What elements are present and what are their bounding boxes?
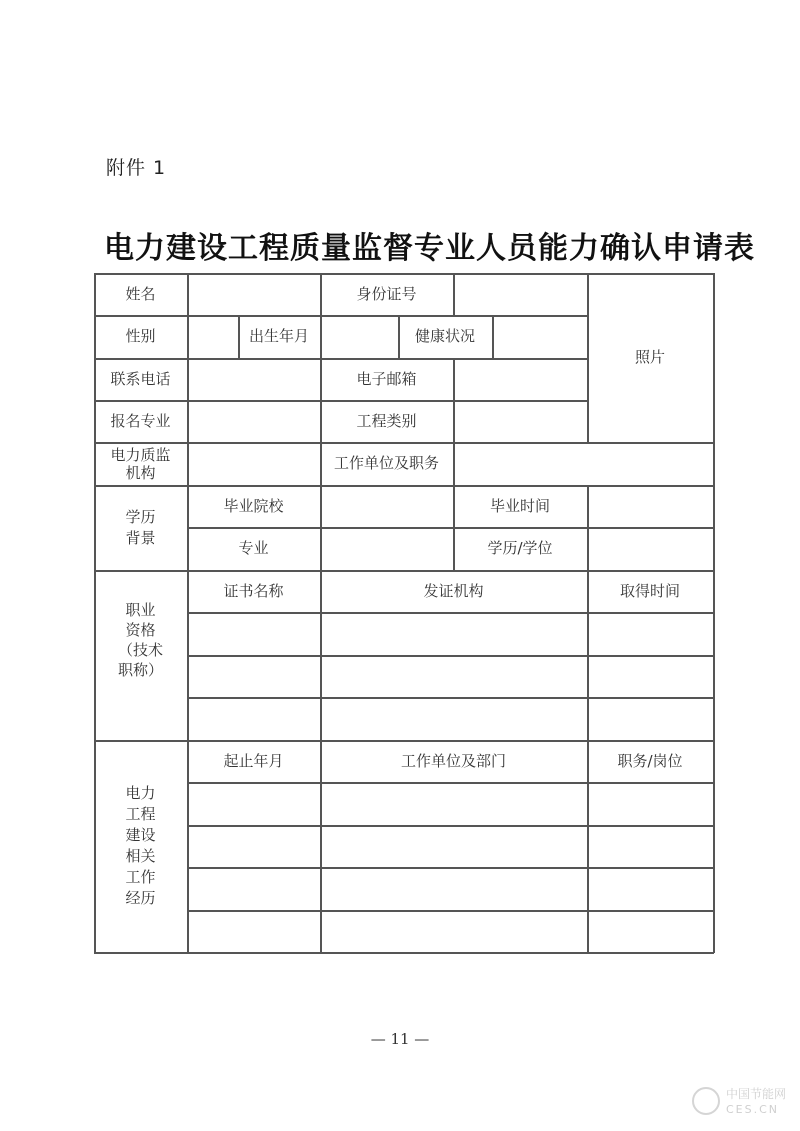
id-number-field[interactable] [453,273,587,315]
watermark-cn: 中国节能网 [726,1087,787,1101]
school-field[interactable] [320,485,453,527]
cert-date-cell[interactable] [587,612,713,655]
watermark-en: CES.CN [726,1103,780,1116]
phone-label: 联系电话 [110,369,171,388]
position-cell[interactable] [587,782,713,825]
watermark-logo-icon [692,1087,720,1115]
employer-dept-header: 工作单位及部门 [400,751,506,770]
major-label: 报名专业 [110,411,171,430]
period-header: 起止年月 [223,751,284,770]
attachment-label: 附件 1 [106,157,167,179]
org-label-line: 机构 [125,463,156,482]
grad-time-label: 毕业时间 [489,496,550,515]
cert-name-header: 证书名称 [223,581,284,600]
project-type-label: 工程类别 [356,411,417,430]
org-label-line: 电力质监 [110,445,171,464]
cert-name-cell[interactable] [187,697,320,740]
education-label-line: 学历 [125,508,156,527]
cert-issuer-cell[interactable] [320,612,587,655]
photo-box[interactable]: 照片 [634,348,665,367]
degree-label: 学历/学位 [487,539,553,558]
form-title: 电力建设工程质量监督专业人员能力确认申请表 [104,231,755,266]
degree-field[interactable] [587,527,713,570]
period-cell[interactable] [187,910,320,952]
id-number-label: 身份证号 [356,284,417,303]
table-border-right [713,273,715,953]
cert-name-cell[interactable] [187,655,320,697]
birth-date-label: 出生年月 [248,327,309,346]
position-cell[interactable] [587,825,713,867]
org-label [94,442,187,485]
position-cell[interactable] [587,910,713,952]
org-field[interactable] [187,442,320,485]
qualifications-section-label [94,570,187,740]
qualifications-label-line: 职业 [125,600,156,619]
gender-label: 性别 [125,327,156,346]
gender-field[interactable] [187,315,238,358]
birth-date-field[interactable] [320,315,398,358]
cert-date-cell[interactable] [587,655,713,697]
employer-dept-cell[interactable] [320,782,587,825]
position-cell[interactable] [587,867,713,910]
employer-label: 工作单位及职务 [333,454,439,473]
qualifications-label-line: 资格 [125,620,156,639]
cert-date-header: 取得时间 [619,581,680,600]
watermark [692,1083,796,1123]
page-number: — 11 — [370,1030,430,1048]
period-cell[interactable] [187,867,320,910]
phone-field[interactable] [187,358,320,400]
specialty-field[interactable] [320,527,453,570]
education-section-label [94,485,187,570]
cert-issuer-cell[interactable] [320,697,587,740]
specialty-label: 专业 [238,539,269,558]
work-history-label-line: 建设 [125,826,156,844]
work-history-section-label [94,740,187,952]
work-history-label-line: 电力 [125,784,156,802]
grad-time-field[interactable] [587,485,713,527]
major-field[interactable] [187,400,320,442]
qualifications-label-line: 职称） [117,661,163,680]
name-field[interactable] [187,273,320,315]
period-cell[interactable] [187,782,320,825]
name-label: 姓名 [125,284,156,303]
work-history-label-line: 工作 [125,868,156,886]
health-label: 健康状况 [414,327,475,346]
position-header: 职务/岗位 [617,751,683,770]
school-label: 毕业院校 [223,496,284,515]
cert-date-cell[interactable] [587,697,713,740]
employer-dept-cell[interactable] [320,910,587,952]
cert-issuer-header: 发证机构 [423,581,484,600]
work-history-label-line: 经历 [125,889,156,907]
employer-field[interactable] [453,442,713,485]
qualifications-label-line: （技术 [117,641,163,659]
work-history-label-line: 工程 [125,805,156,823]
period-cell[interactable] [187,825,320,867]
email-field[interactable] [453,358,587,400]
email-label: 电子邮箱 [356,369,417,388]
cert-issuer-cell[interactable] [320,655,587,697]
cert-name-cell[interactable] [187,612,320,655]
employer-dept-cell[interactable] [320,867,587,910]
project-type-field[interactable] [453,400,587,442]
education-label-line: 背景 [125,528,156,547]
employer-dept-cell[interactable] [320,825,587,867]
work-history-label-line: 相关 [125,847,156,865]
health-field[interactable] [492,315,587,358]
